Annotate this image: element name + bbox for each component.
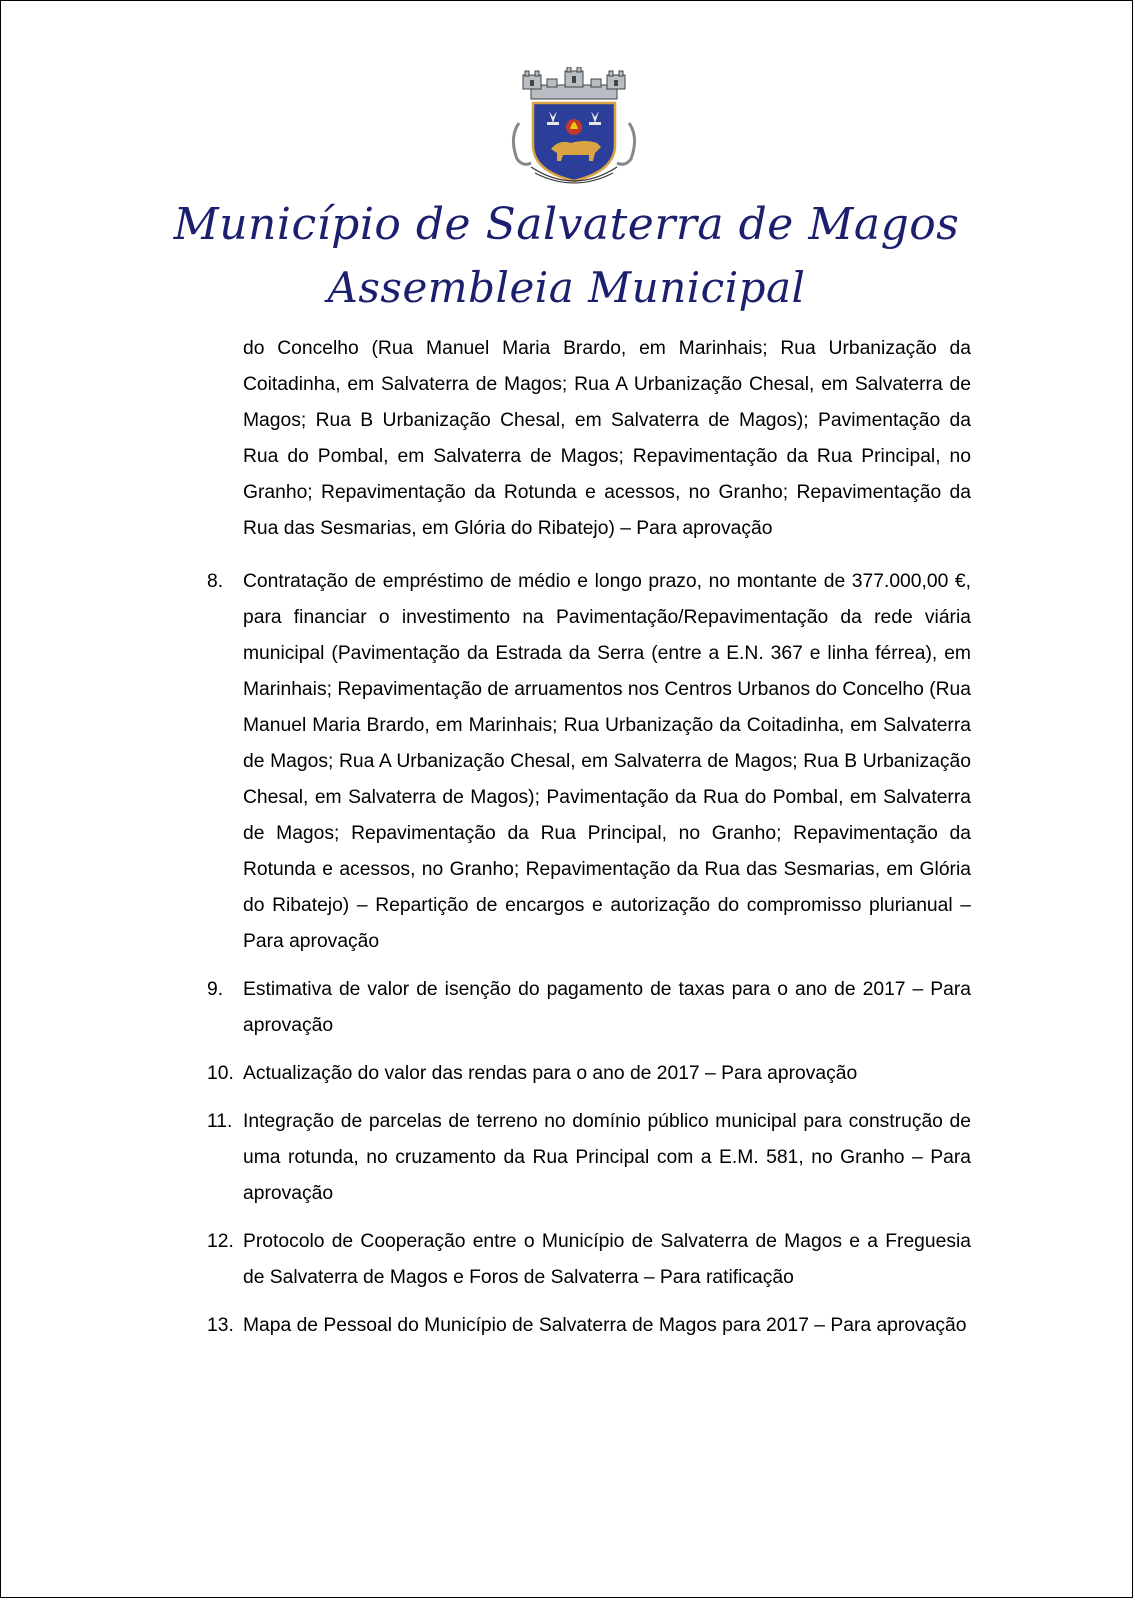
agenda-item <box>207 1056 971 1092</box>
item-text: Estimativa de valor de isenção do pagamento de taxas para o ano de 2017 – Para aprovação <box>243 979 971 1036</box>
item-number: 10. <box>207 1063 234 1084</box>
agenda-item <box>207 972 971 1044</box>
item-text: Integração de parcelas de terreno no domínio público municipal para construção de uma rotunda, no cruzamento da Rua Principal com a E.M. 581, no Granho – Para aprovação <box>243 1111 971 1204</box>
agenda-item <box>207 1104 971 1212</box>
agenda-item <box>207 1308 971 1344</box>
item-text: Mapa de Pessoal do Município de Salvaterra de Magos para 2017 – Para aprovação <box>243 1315 967 1336</box>
item-text: Contratação de empréstimo de médio e longo prazo, no montante de 377.000,00 €, para financiar o investimento na Pavimentação/Repavimentação da rede viária municipal (Pavimentação da Estrada da Serra (entre a E.N. 367 e linha férrea), em Marinhais; Repavimentação de arruamentos nos Centros Urbanos do Concelho (Rua Manuel Maria Brardo, em Marinhais; Rua Urbanização da Coitadinha, em Salvaterra de Magos; Rua A Urbanização Chesal, em Salvaterra de Magos; Rua B Urbanização Chesal, em Salvaterra de Magos); Pavimentação da Rua do Pombal, em Salvaterra de Magos; Repavimentação da Rua Principal, no Granho; Repavimentação da Rotunda e acessos, no Granho; Repavimentação da Rua das Sesmarias, em Glória do Ribatejo) – Repartição de encargos e autorização do compromisso plurianual – Para aprovação <box>243 571 971 952</box>
agenda-item <box>207 564 971 960</box>
item-number: 11. <box>207 1111 233 1132</box>
item-text: Actualização do valor das rendas para o ano de 2017 – Para aprovação <box>243 1063 858 1084</box>
municipal-coat-of-arms-icon <box>509 67 639 193</box>
item-number: 12. <box>207 1231 234 1252</box>
item-number: 8. <box>207 571 224 592</box>
agenda-item <box>207 1224 971 1296</box>
item-number: 9. <box>207 979 224 1000</box>
item-text: Protocolo de Cooperação entre o Município de Salvaterra de Magos e a Freguesia de Salvaterra de Magos e Foros de Salvaterra – Para ratificação <box>243 1231 971 1288</box>
assembly-subtitle: Assembleia Municipal <box>327 263 806 312</box>
municipality-title: Município de Salvaterra de Magos <box>173 199 960 250</box>
agenda-list <box>207 564 971 1344</box>
item-number: 13. <box>207 1315 234 1336</box>
agenda-body <box>207 331 971 1344</box>
continued-item-text: do Concelho (Rua Manuel Maria Brardo, em Marinhais; Rua Urbanização da Coitadinha, em Salvaterra de Magos; Rua A Urbanização Chesal, em Salvaterra de Magos; Rua B Urbanização Chesal, em Salvaterra de Magos); Pavimentação da Rua do Pombal, em Salvaterra de Magos; Repavimentação da Rua Principal, no Granho; Repavimentação da Rotunda e acessos, no Granho; Repavimentação da Rua das Sesmarias, em Glória do Ribatejo) – Para aprovação <box>243 338 971 539</box>
